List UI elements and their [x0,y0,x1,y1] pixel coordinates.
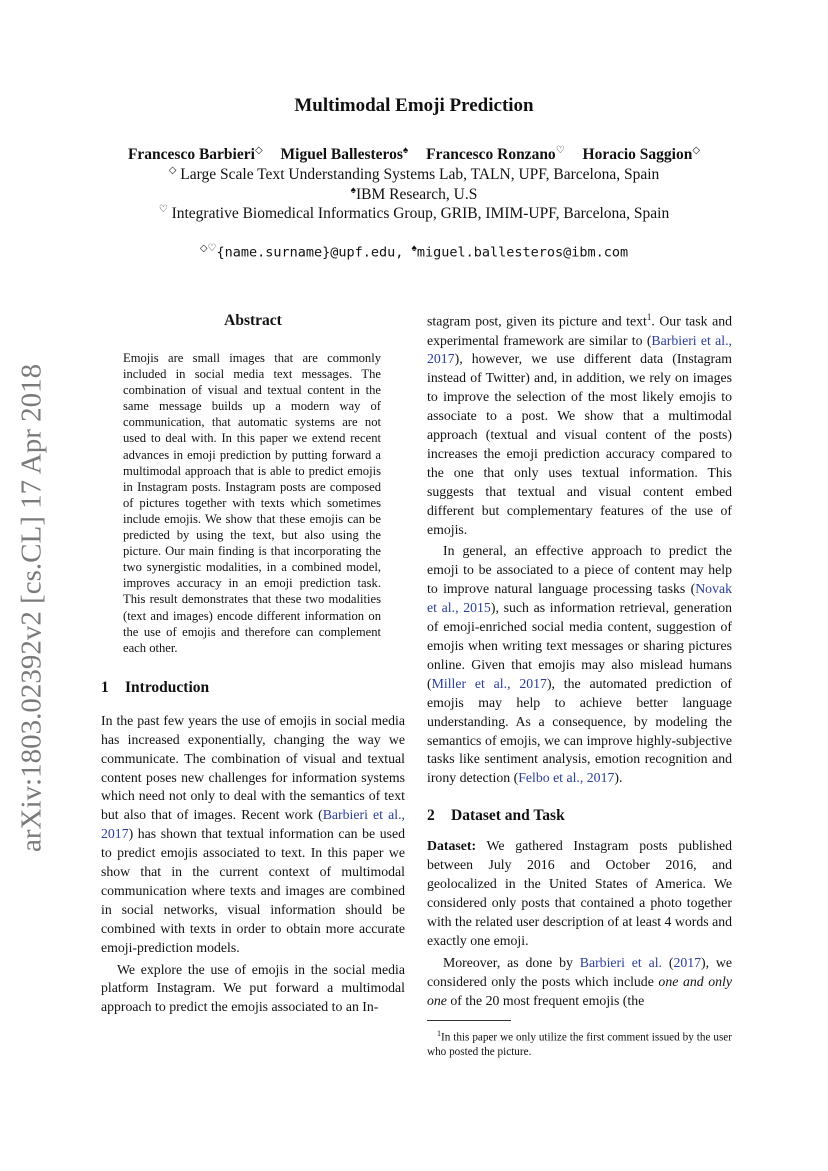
text-run: ), such as information retrieval, generation of emoji-enriched social media content, suggestion of emojis when writing text messages or sharing pictures online. Given that emojis may also mislead humans ( [427,600,733,691]
affiliation-line [0,185,828,204]
affiliation-mark: ◇♡ [199,243,217,254]
text-run: stagram post, given its picture and text [427,313,647,329]
footnote [427,1027,732,1059]
paragraph [101,712,405,958]
email-address[interactable]: miguel.ballesteros@ibm.com [416,244,629,261]
citation-link[interactable]: Novak et al., 2015 [427,581,732,616]
affiliation-text: Integrative Biomedical Informatics Group, GRIB, IMIM-UPF, Barcelona, Spain [167,205,670,223]
affiliation-mark: ♠ [402,145,409,156]
paragraph [427,954,732,1011]
text-run: ), however, we use different data (Instagram instead of Twitter) and, in addition, we rely on images to improve the selection of the most likely emojis to associate to a post. We show that a multimodal approach (textual and visual content of the posts) increases the emoji prediction accuracy compared to the one that only uses textual information. This suggests that textual and visual content embed different but complementary features of the use of emojis. [427,351,732,537]
text-run: ( [662,954,674,970]
section-title: Introduction [125,678,210,696]
citation-link[interactable]: Miller et al., 2017 [431,675,547,691]
citation-link[interactable]: Felbo et al., 2017 [518,770,615,786]
citation-link[interactable]: Barbieri et al., 2017 [101,807,405,842]
footnote-marker[interactable]: 1 [646,312,652,322]
affiliation-mark: ♠ [350,185,356,196]
affiliation-line [0,165,828,184]
affiliation-text: IBM Research, U.S [355,186,478,204]
paper-title: Multimodal Emoji Prediction [294,95,534,116]
footnote-marker: 1 [437,1029,441,1039]
footnote-text: In this paper we only utilize the first comment issued by the user who posted the picture. [427,1032,732,1059]
author-list [0,145,828,164]
paragraph: We explore the use of emojis in the social media platform Instagram. We put forward a multimodal approach to predict the emojis associated to an In- [101,961,405,1015]
section-heading [101,678,405,698]
text-run: ). [614,770,623,786]
text-run: In general, an effective approach to predict the emoji to be associated to a piece of content may help to improve natural language processing tasks ( [427,543,732,597]
abstract-heading: Abstract [224,312,282,329]
text-run: . Our task and experimental framework are similar to ( [427,313,732,348]
citation-link[interactable]: Barbieri et al. [579,954,662,970]
section-number: 1 [101,678,109,696]
affiliation-line [0,204,828,223]
author-name: Horacio Saggion [582,146,693,164]
left-column [101,308,405,1017]
footnote-divider [427,1020,511,1021]
text-run: In the past few years the use of emojis in social media has increased exponentially, changing the way we communicate. The combination of visual and textual content poses new challenges for information systems which need not only to deal with the semantics of text but also that of images. Recent work ( [101,712,405,823]
author-name: Francesco Ronzano [426,146,556,164]
text-run: We gathered Instagram posts published between July 2016 and October 2016, and geolocalized in the United States of America. We considered only posts that contained a photo together with the related user description of at least 4 words and exactly one emoji. [427,838,732,948]
text-run: ), we considered only the posts which include [427,954,732,989]
author-name: Francesco Barbieri [127,146,255,164]
paragraph [427,308,732,539]
emphasis: one and only one [427,973,732,1008]
affiliation-mark: ♡ [158,204,168,215]
paragraph [427,542,732,788]
affiliation-mark: ◇ [168,165,177,176]
author [281,146,409,163]
author [426,146,565,163]
paragraph [427,837,732,950]
affiliation-mark: ◇ [254,145,263,156]
author-emails [0,243,828,261]
author [128,146,263,163]
arxiv-identifier: arXiv:1803.02392v2 [cs.CL] 17 Apr 2018 [15,363,48,852]
author-name: Miguel Ballesteros [280,146,403,164]
author [583,146,701,163]
text-run: of the 20 most frequent emojis (the [446,992,645,1008]
text-run: Moreover, as done by [443,954,580,970]
affiliation-text: Large Scale Text Understanding Systems Lab, TALN, UPF, Barcelona, Spain [176,166,660,184]
text-run: ), the automated prediction of emojis may help to achieve better language understanding. As a consequence, by modeling the semantics of emojis, we can improve highly-subjective tasks like sentiment analysis, emotion recognition and irony detection ( [427,675,732,786]
section-number: 2 [427,807,435,825]
citation-link[interactable]: 2017 [673,954,702,970]
affiliation-mark: ◇ [692,145,701,156]
paragraph-label: Dataset: [427,838,477,854]
affiliation-mark: ♠ [411,243,417,254]
section-heading [427,806,732,826]
text-run: ) has shown that textual information can be used to predict emojis associated to text. In this paper we show that in the current context of multimodal communication where texts and images are combined in social networks, visual information should be combined with texts in order to obtain more accurate emoji-prediction models. [101,826,405,955]
right-column [427,308,732,1059]
section-title: Dataset and Task [451,807,565,825]
citation-link[interactable]: Barbieri et al., 2017 [427,332,732,367]
affiliation-mark: ♡ [555,145,565,156]
email-address[interactable]: {name.surname}@upf.edu, [216,244,404,261]
abstract-text: Emojis are small images that are commonly included in social media text messages. The combination of visual and textual content in the same message builds up a modern way of communication, that automatic systems are not used to deal with. In this paper we extend recent advances in emoji prediction by putting forward a multimodal approach that is able to predict emojis in Instagram posts. Instagram posts are composed of pictures together with texts which sometimes include emojis. We show that these emojis can be predicted by using the text, but also using the picture. Our main finding is that incorporating the two synergistic modalities, in a combined model, improves accuracy in an emoji prediction task. This result demonstrates that these two modalities (text and images) encode different information on the use of emojis and therefore can complement each other. [123,351,381,655]
